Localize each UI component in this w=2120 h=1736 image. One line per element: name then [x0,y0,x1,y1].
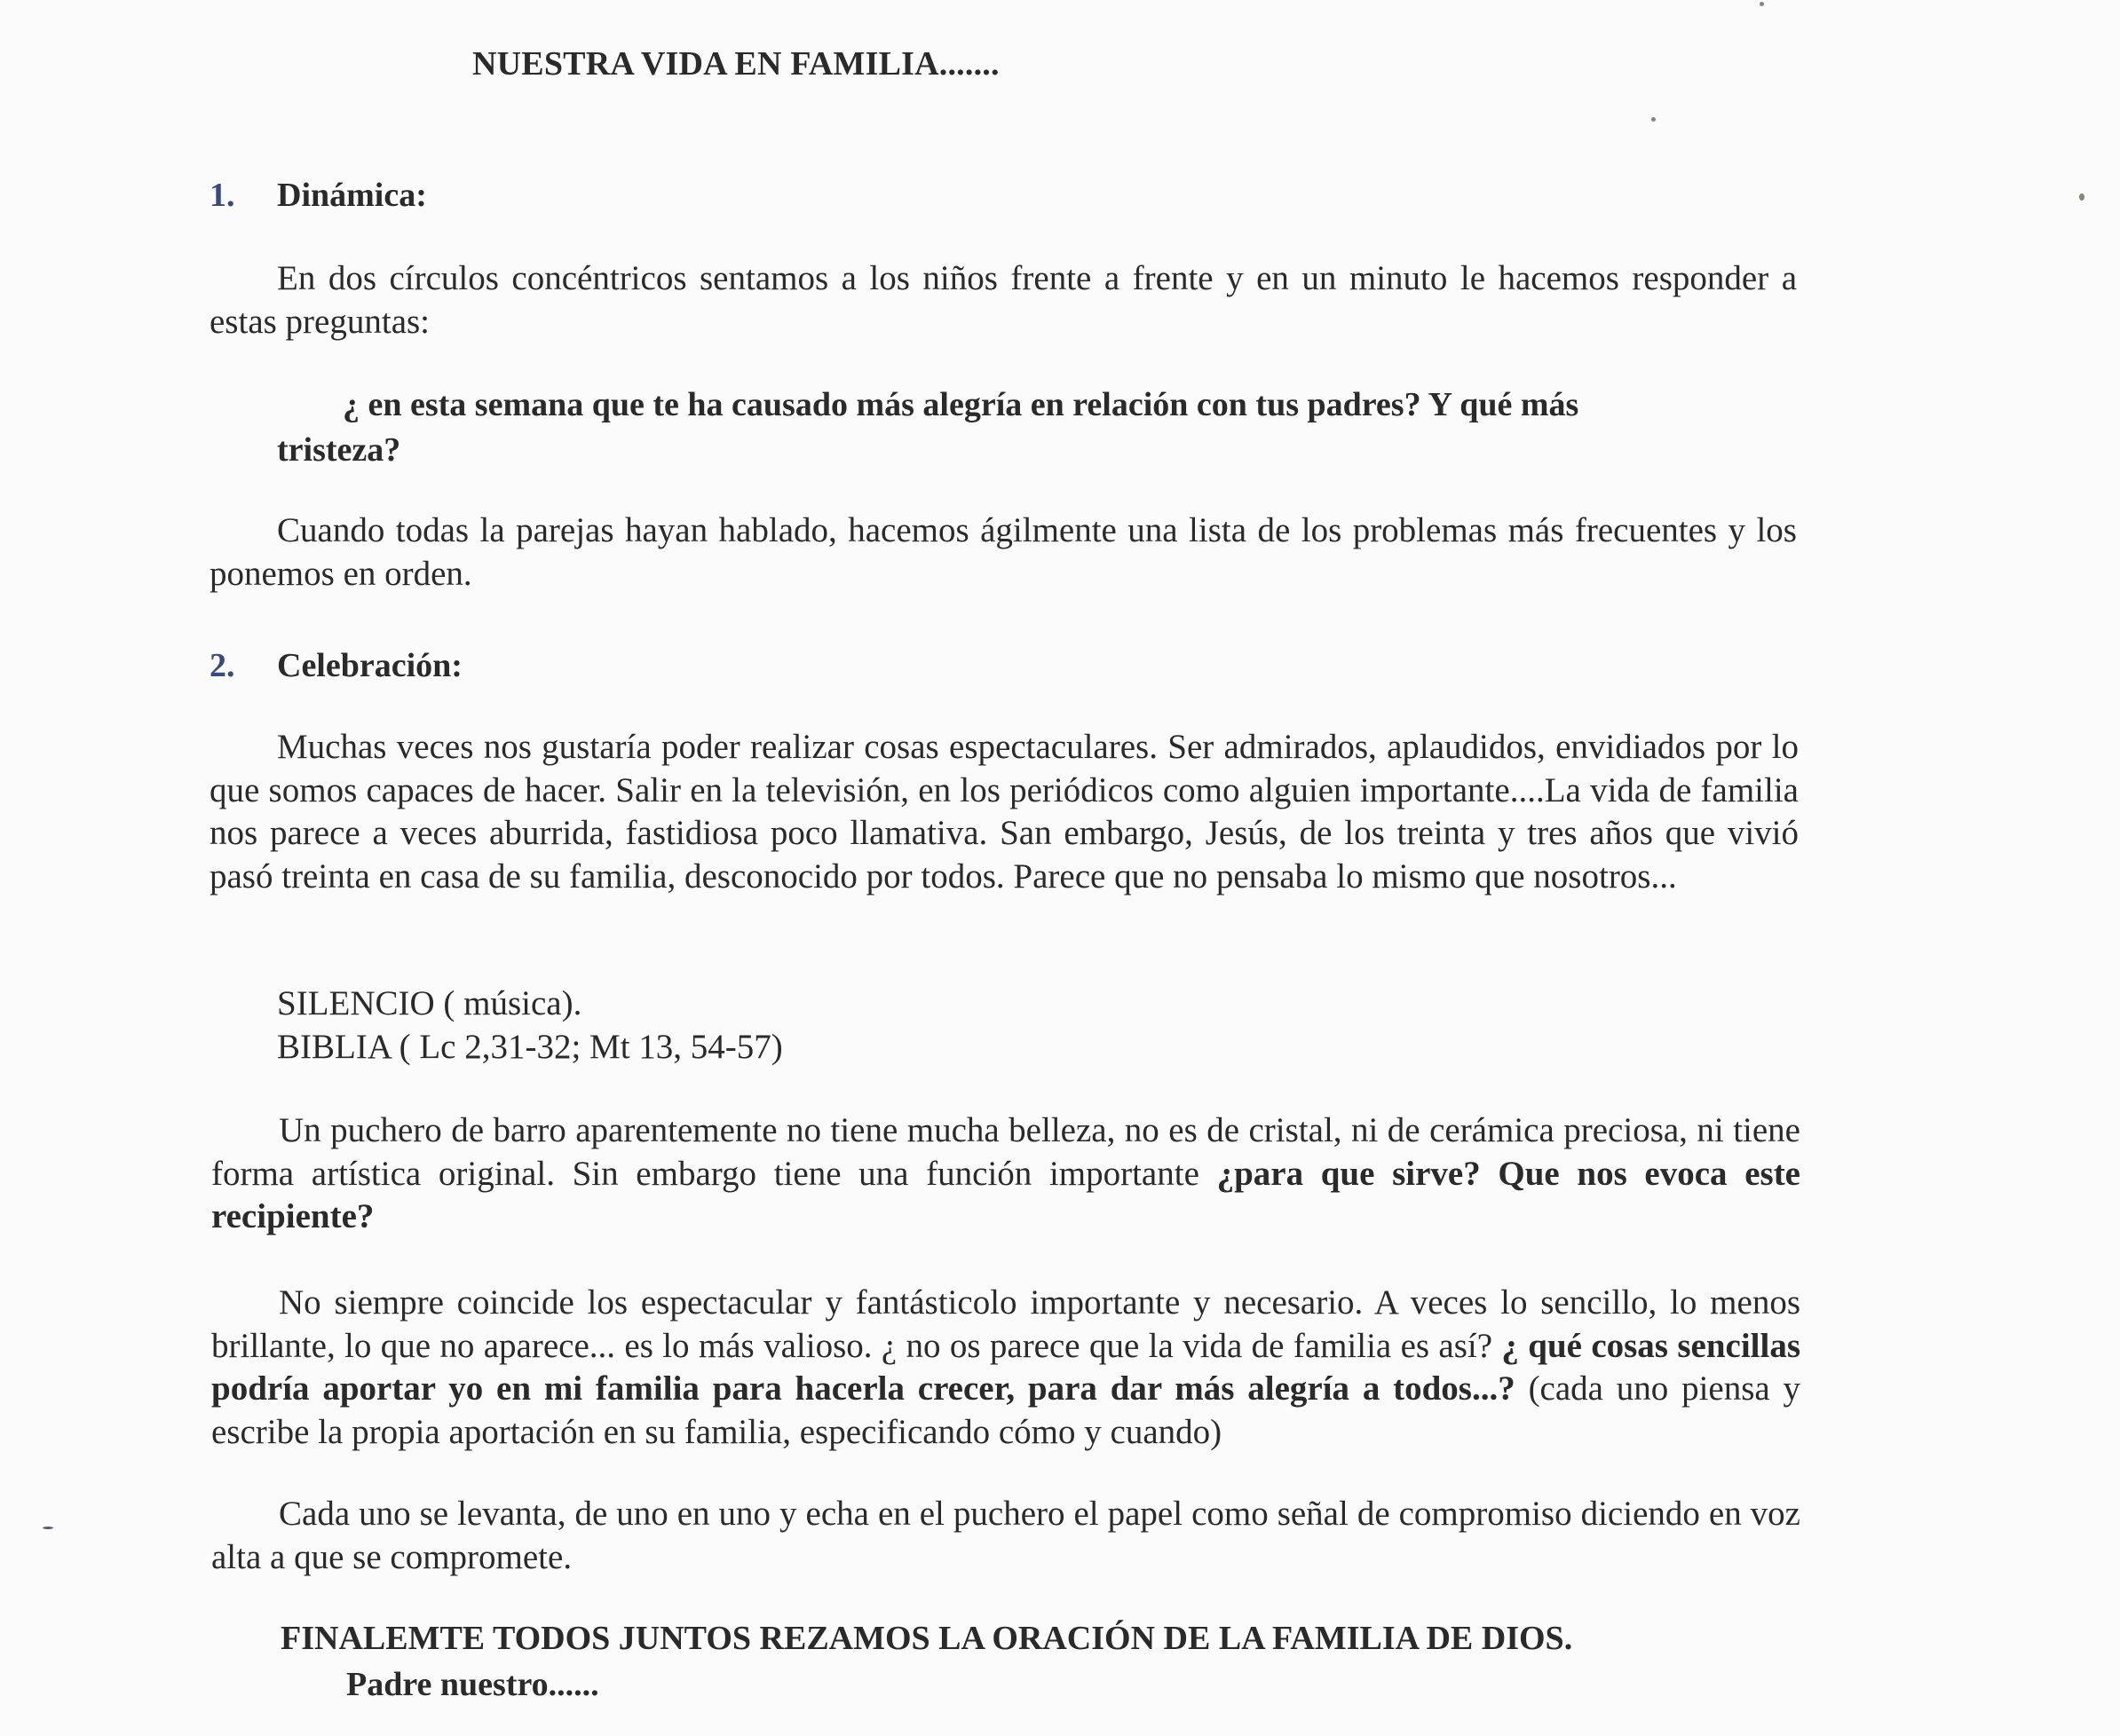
scan-speck [1651,117,1656,122]
paragraph-puchero-text: Un puchero de barro aparentemente no tiene mucha belleza, no es de cristal, ni de cerámica preciosa, ni tiene forma artística original. Sin embargo tiene una función importante [211,1111,1800,1193]
section-2-number: 2. [210,647,235,684]
section-1-heading: Dinámica: [277,177,427,214]
paragraph-celebracion [210,726,1799,898]
paragraph-puchero-question: ¿para que sirve? Que nos evoca este recipiente? [211,1154,1800,1235]
paragraph-puchero [211,1109,1800,1239]
section-2-heading: Celebración: [277,647,463,684]
paragraph-problemas [210,509,1797,596]
document-title: NUESTRA VIDA EN FAMILIA....... [472,45,1000,83]
paragraph-sencillo [211,1282,1800,1454]
paragraph-sencillo-question: ¿ qué cosas sencillas podría aportar yo en mi familia para hacerla crecer, para dar más alegría a todos...? [211,1326,1801,1408]
paragraph-celebracion-text: Muchas veces nos gustaría poder realizar cosas espectaculares. Ser admirados, aplaudidos, envidiados por lo que somos capaces de hacer. Salir en la televisión, en los periódicos como alguien importante....La vida de familia nos parece a veces aburrida, fastidiosa poco llamativa. San embargo, Jesús, de los treinta y tres años que vivió pasó treinta en casa de su familia, desconocido por todos. Parece que no pensaba lo mismo que nosotros... [210,728,1799,896]
scan-speck [2079,193,2084,201]
final-line: FINALEMTE TODOS JUNTOS REZAMOS LA ORACIÓN DE LA FAMILIA DE DIOS. [281,1620,1573,1657]
scan-speck [43,1527,53,1529]
paragraph-compromiso [211,1493,1800,1579]
paragraph-compromiso-text: Cada uno se levanta, de uno en uno y echa en el puchero el papel como señal de compromiso diciendo en voz alta a que se compromete. [211,1495,1800,1576]
question-line-1: ¿ en esta semana que te ha causado más alegría en relación con tus padres? Y qué más [343,386,1579,423]
question-line-2: tristeza? [277,431,401,469]
paragraph-problemas-text: Cuando todas la parejas hayan hablado, hacemos ágilmente una lista de los problemas más frecuentes y los ponemos en orden. [210,511,1797,593]
paragraph-dinamica-text: En dos círculos concéntricos sentamos a los niños frente a frente y en un minuto le hacemos responder a estas preguntas: [210,259,1797,341]
paragraph-dinamica [210,257,1797,343]
silencio-line: SILENCIO ( música). [277,984,582,1022]
paragraph-sencillo-tail: (cada uno piensa y escribe la propia aportación en su familia, especificando cómo y cuando) [211,1369,1801,1451]
padre-nuestro-line: Padre nuestro...... [346,1666,599,1703]
section-1-number: 1. [210,177,235,214]
biblia-line: BIBLIA ( Lc 2,31-32; Mt 13, 54-57) [277,1028,783,1066]
scan-speck [1760,2,1764,6]
paragraph-sencillo-text: No siempre coincide los espectacular y fantásticolo importante y necesario. A veces lo sencillo, lo menos brillante, lo que no aparece... es lo más valioso. ¿ no os parece que la vida de familia es así? [211,1283,1800,1365]
